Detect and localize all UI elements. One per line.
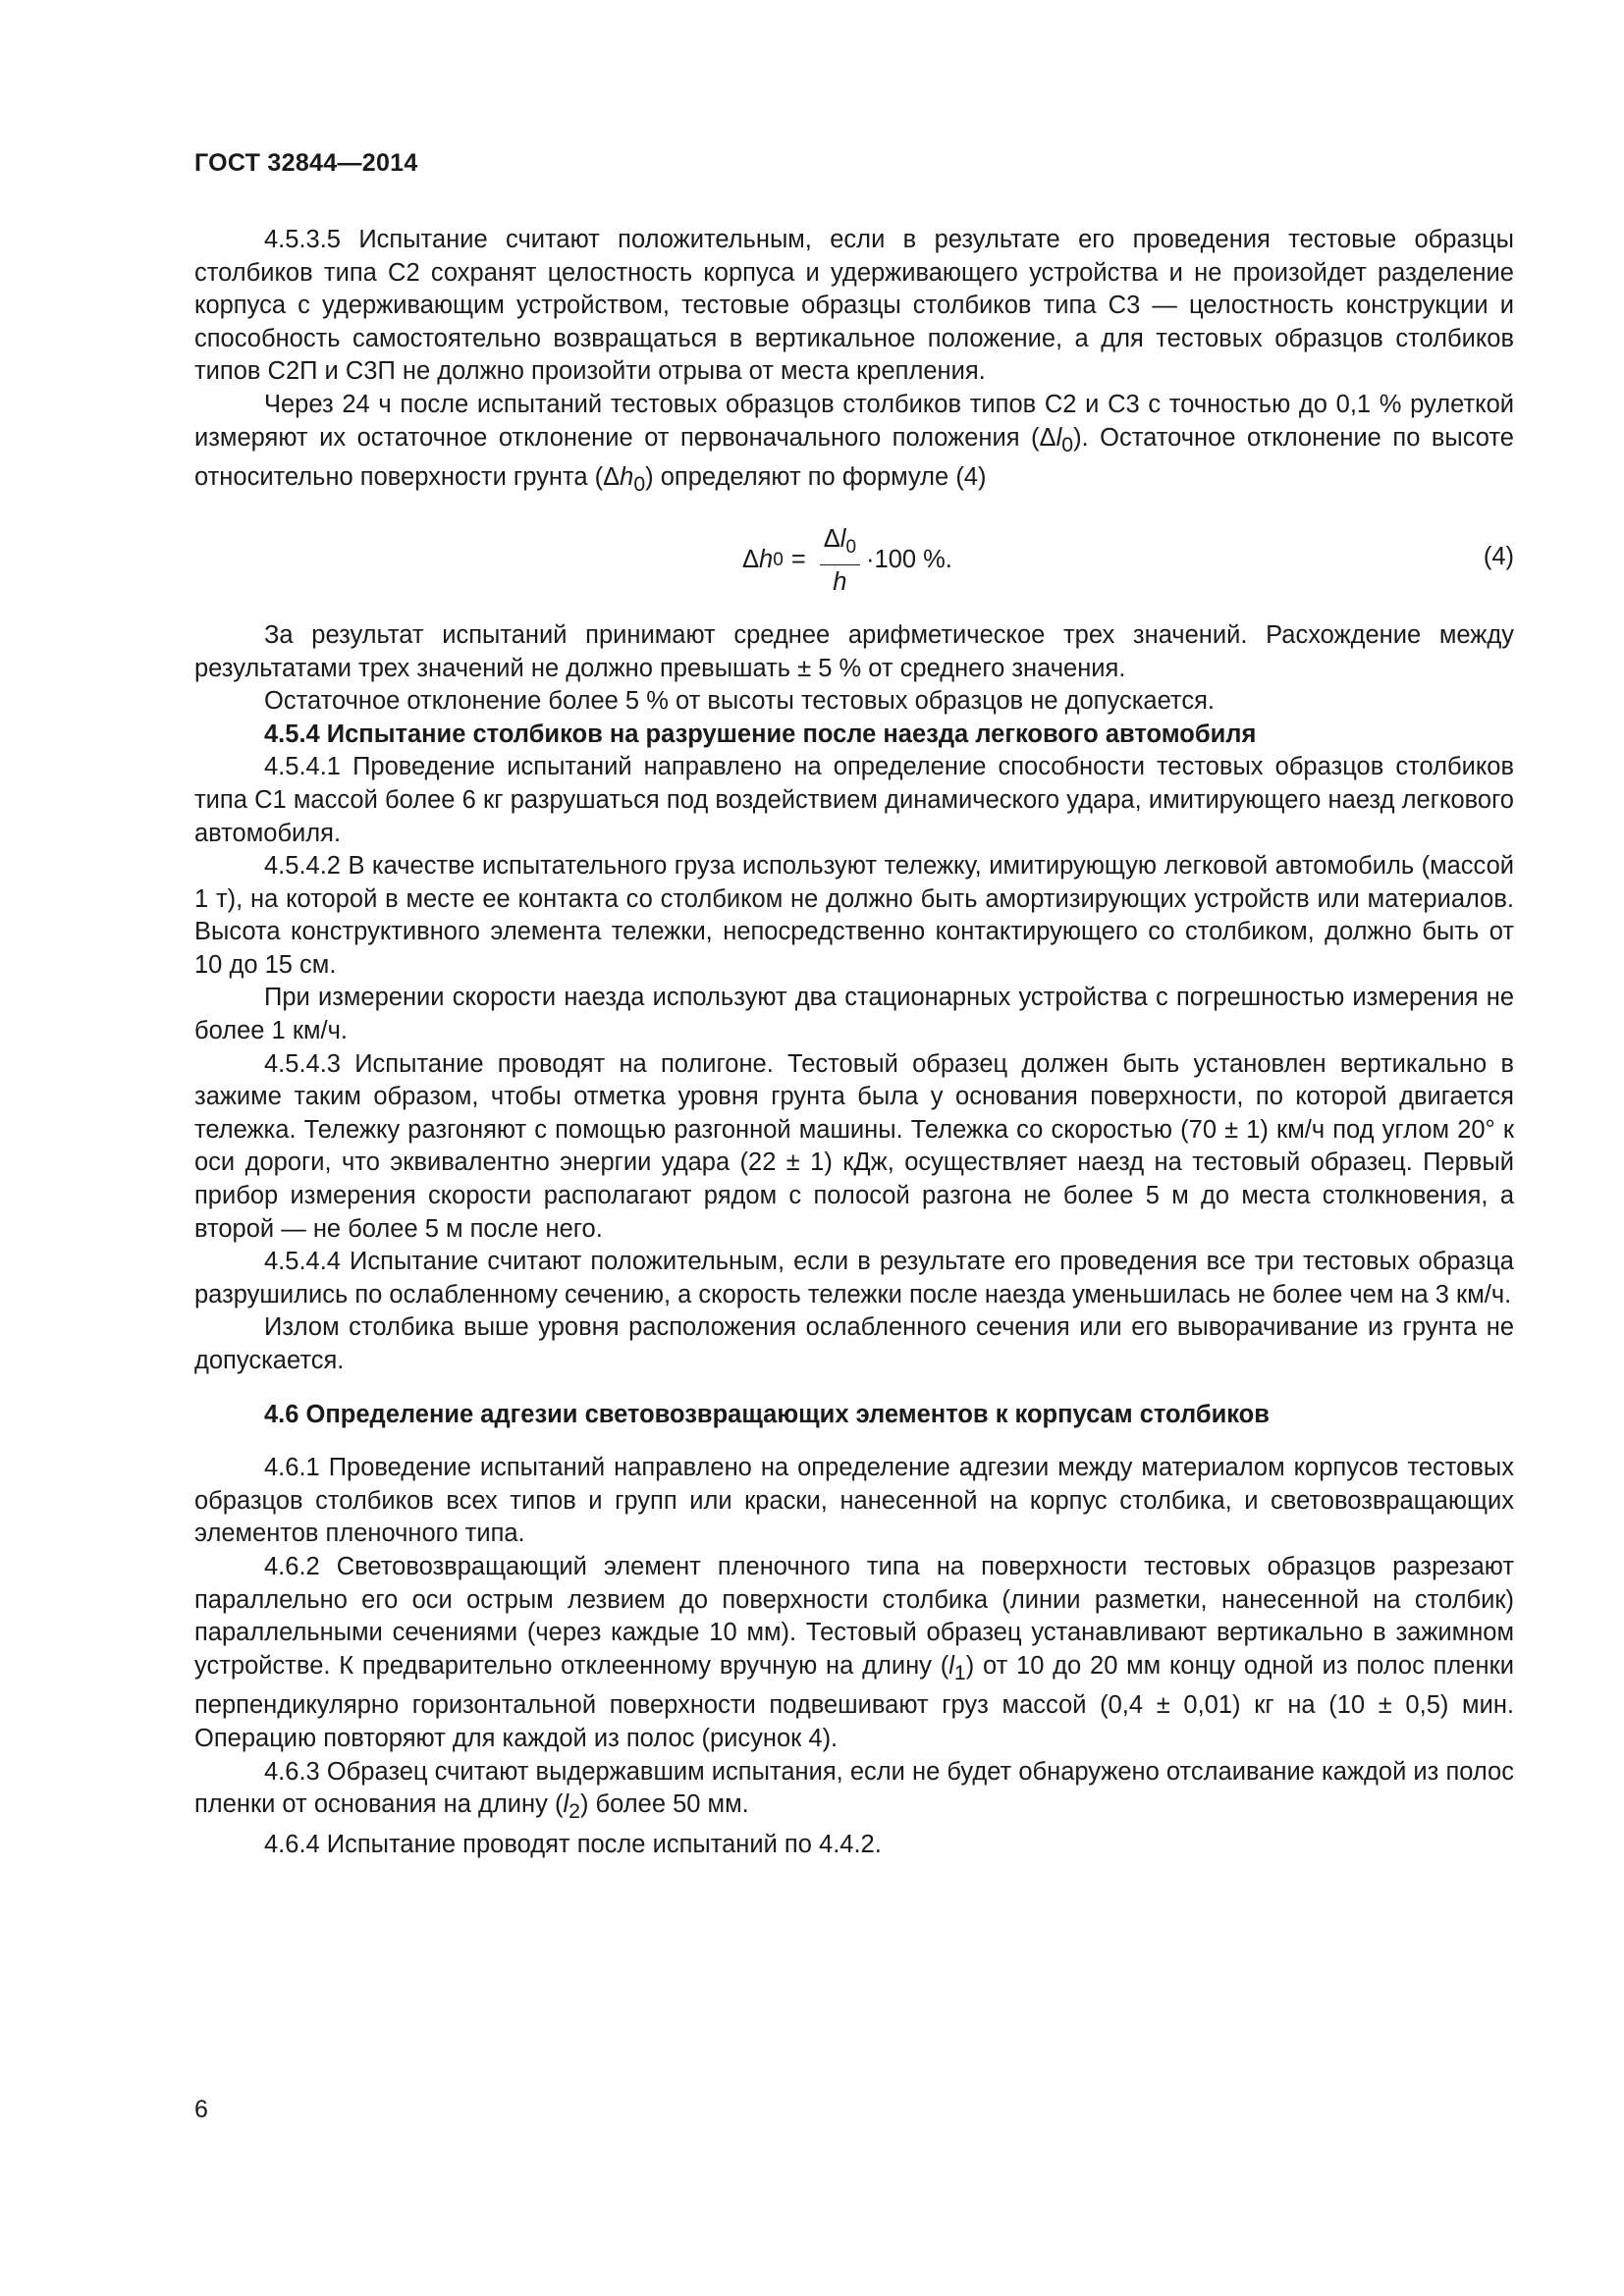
text-fragment: 4.6.2 Световозвращающий элемент пленочного типа на поверхности тестовых образцов разрезают параллельно его оси острым лезвием до поверхности столбика (линии разметки, нанесенной на столбик) параллельными сечениями (через каждые 10 мм). Тестовый образец устанавливают вертикально в зажимном устройстве. К предварительно отклеенному вручную на длину ( — [194, 1552, 1514, 1680]
subscript: 2 — [568, 1799, 580, 1824]
formula-denominator: h — [833, 567, 847, 596]
paragraph-4-5-4-2: 4.5.4.2 В качестве испытательного груза используют тележку, имитирующую легковой автомобиль (массой 1 т), на которой в месте ее контакта со столбиком не должно быть амортизирующих устройств или материалов. Высота конструктивного элемента тележки, непосредственно контактирующего со столбиком, должно быть от 10 до 15 см. — [194, 852, 1514, 979]
section-heading-4-5-4: 4.5.4 Испытание столбиков на разрушение после наезда легкового автомобиля — [264, 720, 1257, 748]
subscript: 0 — [1061, 432, 1074, 456]
formula-lhs-sub: 0 — [773, 550, 784, 571]
page-number: 6 — [194, 2096, 208, 2123]
formula-lhs-delta: Δ — [742, 546, 760, 574]
subscript: 0 — [633, 472, 646, 497]
formula-expression — [742, 515, 952, 606]
paragraph-residual-deviation — [194, 389, 1514, 502]
formula-num-delta: Δ — [823, 524, 840, 553]
formula-numerator — [820, 524, 860, 565]
subscript: 1 — [953, 1660, 966, 1684]
document-body — [194, 224, 1514, 1862]
paragraph-4-5-4-1: 4.5.4.1 Проведение испытаний направлено на определение способности тестовых образцов столбиков типа С1 массой более 6 кг разрушаться под воздействием динамического удара, имитирующего наезд легкового автомобиля. — [194, 753, 1514, 847]
text-fragment: ) определяют по формуле (4) — [645, 463, 987, 492]
paragraph-4-6-4: 4.6.4 Испытание проводят после испытаний по 4.4.2. — [264, 1830, 882, 1858]
paragraph-4-5-4-4: 4.5.4.4 Испытание считают положительным, если в результате его проведения все три тестовых образца разрушились по ослабленному сечению, а скорость тележки после наезда уменьшилась не более чем на 3 км/ч. — [194, 1248, 1514, 1308]
formula-equals: = — [790, 546, 806, 574]
variable-l: l — [1056, 423, 1062, 452]
formula-num-var: l — [839, 524, 846, 553]
paragraph-fracture: Излом столбика выше уровня расположения ослабленного сечения или его выворачивание из грунта не допускается. — [194, 1313, 1514, 1374]
variable-l: l — [563, 1790, 569, 1819]
formula-rhs: ·100 %. — [866, 546, 952, 574]
section-heading-4-6: 4.6 Определение адгезии световозвращающих элементов к корпусам столбиков — [264, 1400, 1270, 1428]
formula-fraction — [820, 524, 860, 597]
paragraph-speed-measurement: При измерении скорости наезда используют два стационарных устройства с погрешностью измерения не более 1 км/ч. — [194, 984, 1514, 1045]
text-fragment: 4.6.3 Образец считают выдержавшим испытания, если не будет обнаружено отслаивание каждой из полос пленки от основания на длину ( — [194, 1757, 1514, 1819]
paragraph-result: За результат испытаний принимают среднее арифметическое трех значений. Расхождение между результатами трех значений не должно превышать ± 5 % от среднего значения. — [194, 620, 1514, 682]
text-fragment: ) от 10 до 20 мм концу одной из полос пленки перпендикулярно горизонтальной поверхности подвешивают груз массой (0,4 ± 0,01) кг на (10 ± 0,5) мин. Операцию повторяют для каждой из полос (рисунок 4). — [194, 1651, 1514, 1753]
text-fragment: ). Остаточное отклонение по высоте относительно поверхности грунта (Δ — [194, 423, 1514, 492]
text-fragment: Через 24 ч после испытаний тестовых образцов столбиков типов С2 и С3 с точностью до 0,1 % рулеткой измеряют их остаточное отклонение от первоначального положения (Δ — [194, 390, 1514, 452]
paragraph-4-5-3-5: 4.5.3.5 Испытание считают положительным, если в результате его проведения тестовые образцы столбиков типа С2 сохранят целостность корпуса и удерживающего устройства и не произойдет разделение корпуса с удерживающим устройством, тестовые образцы столбиков типа С3 — целостность конструкции и способность самостоятельно возвращаться в вертикальное положение, а для тестовых образцов столбиков типов С2П и С3П не должно произойти отрыва от места крепления. — [194, 226, 1514, 386]
formula-lhs-var: h — [759, 546, 774, 574]
paragraph-residual-limit: Остаточное отклонение более 5 % от высоты тестовых образцов не допускается. — [264, 687, 1215, 716]
variable-h: h — [620, 463, 634, 492]
paragraph-4-6-2 — [194, 1551, 1514, 1756]
paragraph-4-6-3 — [194, 1756, 1514, 1829]
formula-num-sub: 0 — [845, 536, 857, 558]
document-header: ГОСТ 32844—2014 — [194, 149, 418, 177]
text-fragment: ) более 50 мм. — [579, 1790, 749, 1819]
formula-number: (4) — [1483, 542, 1514, 570]
formula-4 — [194, 502, 1514, 619]
variable-l: l — [948, 1651, 954, 1680]
paragraph-4-6-1: 4.6.1 Проведение испытаний направлено на определение адгезии между материалом корпусов тестовых образцов столбиков всех типов и групп или краски, нанесенной на корпус столбика, и световозвращающих элементов пленочного типа. — [194, 1454, 1514, 1548]
paragraph-4-5-4-3: 4.5.4.3 Испытание проводят на полигоне. Тестовый образец должен быть установлен вертикально в зажиме таким образом, чтобы отметка уровня грунта была у основания поверхности, по которой двигается тележка. Тележку разгоняют с помощью разгонной машины. Тележка со скоростью (70 ± 1) км/ч под углом 20° к оси дороги, что эквивалентно энергии удара (22 ± 1) кДж, осуществляет наезд на тестовый образец. Первый прибор измерения скорости располагают рядом с полосой разгона не более 5 м до места столкновения, а второй — не более 5 м после него. — [194, 1049, 1514, 1243]
